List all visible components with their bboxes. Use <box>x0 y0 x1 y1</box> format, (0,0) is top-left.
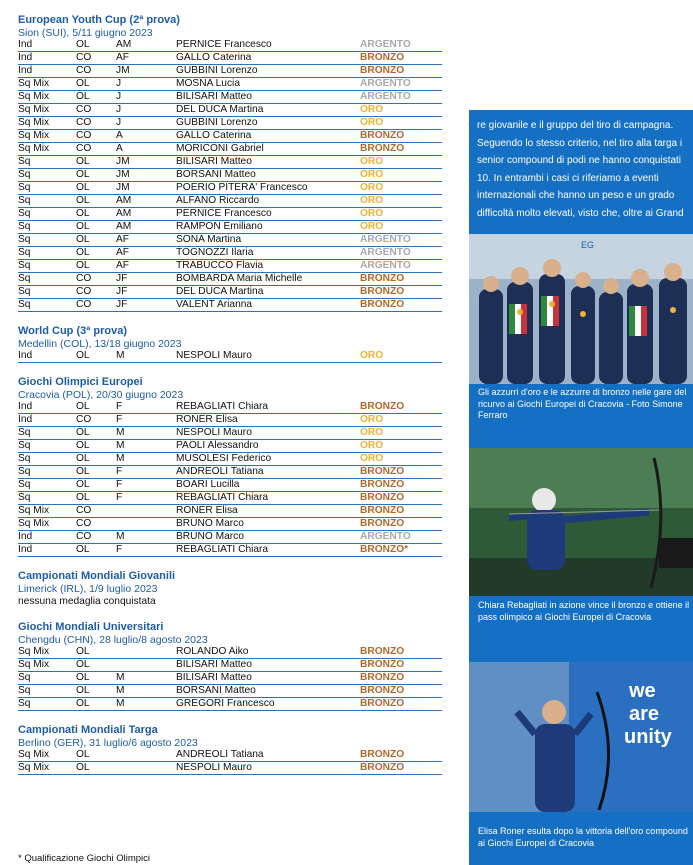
medal-cell: ARGENTO <box>360 260 442 273</box>
table-row <box>18 492 442 505</box>
table-row <box>18 208 442 221</box>
class-cell: JM <box>116 169 176 182</box>
table-row <box>18 78 442 91</box>
event-type-cell: Ind <box>18 401 76 414</box>
event-type-cell: Sq Mix <box>18 762 76 775</box>
event-type-cell: Sq Mix <box>18 143 76 156</box>
division-cell: OL <box>76 156 116 169</box>
table-row <box>18 505 442 518</box>
medal-cell: BRONZO <box>360 273 442 286</box>
class-cell <box>116 749 176 762</box>
event-type-cell: Sq Mix <box>18 130 76 143</box>
competition-location-date: Chengdu (CHN), 28 luglio/8 agosto 2023 <box>18 634 208 646</box>
table-row <box>18 518 442 531</box>
class-cell: M <box>116 427 176 440</box>
event-type-cell: Sq Mix <box>18 91 76 104</box>
competition-location-date: Cracovia (POL), 20/30 giugno 2023 <box>18 389 184 401</box>
table-row <box>18 273 442 286</box>
division-cell: OL <box>76 659 116 672</box>
event-type-cell: Ind <box>18 531 76 544</box>
athlete-name-cell: ANDREOLI Tatiana <box>176 466 360 479</box>
athlete-name-cell: BRUNO Marco <box>176 531 360 544</box>
team-podium-photo <box>469 234 693 384</box>
event-type-cell: Ind <box>18 65 76 78</box>
athlete-name-cell: NESPOLI Mauro <box>176 427 360 440</box>
division-cell: OL <box>76 208 116 221</box>
event-type-cell: Sq Mix <box>18 78 76 91</box>
event-type-cell: Sq <box>18 466 76 479</box>
athlete-name-cell: TRABUCCO Flavia <box>176 260 360 273</box>
division-cell: OL <box>76 672 116 685</box>
event-type-cell: Sq <box>18 273 76 286</box>
medal-cell: ORO <box>360 453 442 466</box>
competition-location-date: Limerick (IRL), 1/9 luglio 2023 <box>18 583 158 595</box>
table-row <box>18 221 442 234</box>
medal-cell: BRONZO <box>360 65 442 78</box>
division-cell: CO <box>76 65 116 78</box>
class-cell: M <box>116 672 176 685</box>
competition-title: World Cup (3ª prova) <box>18 325 127 337</box>
class-cell: M <box>116 350 176 363</box>
class-cell: AF <box>116 247 176 260</box>
division-cell: OL <box>76 260 116 273</box>
medal-cell: BRONZO <box>360 492 442 505</box>
event-type-cell: Sq <box>18 221 76 234</box>
division-cell: OL <box>76 221 116 234</box>
division-cell: OL <box>76 646 116 659</box>
class-cell: F <box>116 414 176 427</box>
footnote: * Qualificazione Giochi Olimpici <box>18 853 150 864</box>
table-row <box>18 544 442 557</box>
table-row <box>18 286 442 299</box>
event-type-cell: Sq Mix <box>18 104 76 117</box>
division-cell: OL <box>76 427 116 440</box>
athlete-name-cell: BILISARI Matteo <box>176 156 360 169</box>
banner-text: unity <box>624 726 672 748</box>
class-cell: F <box>116 544 176 557</box>
division-cell: OL <box>76 169 116 182</box>
table-row <box>18 234 442 247</box>
medal-cell: ARGENTO <box>360 531 442 544</box>
class-cell: J <box>116 91 176 104</box>
division-cell: OL <box>76 39 116 52</box>
division-cell: OL <box>76 544 116 557</box>
event-type-cell: Ind <box>18 544 76 557</box>
medal-table <box>18 39 442 312</box>
athlete-name-cell: REBAGLIATI Chiara <box>176 492 360 505</box>
table-row <box>18 685 442 698</box>
division-cell: OL <box>76 453 116 466</box>
table-row <box>18 39 442 52</box>
medal-table <box>18 401 442 557</box>
event-type-cell: Sq <box>18 156 76 169</box>
division-cell: OL <box>76 401 116 414</box>
photo-caption-2: Chiara Rebagliati in azione vince il bronzo e ottiene il pass olimpico ai Giochi Europei di Cracovia <box>478 600 690 622</box>
table-row <box>18 247 442 260</box>
medal-cell: ORO <box>360 182 442 195</box>
class-cell: JM <box>116 156 176 169</box>
athlete-name-cell: REBAGLIATI Chiara <box>176 544 360 557</box>
table-row <box>18 130 442 143</box>
event-type-cell: Sq <box>18 169 76 182</box>
division-cell: CO <box>76 143 116 156</box>
medal-cell: BRONZO <box>360 659 442 672</box>
event-type-cell: Sq <box>18 260 76 273</box>
medal-cell: ORO <box>360 117 442 130</box>
table-row <box>18 466 442 479</box>
event-type-cell: Ind <box>18 350 76 363</box>
competition-section <box>18 570 442 608</box>
class-cell <box>116 659 176 672</box>
athlete-name-cell: TOGNOZZI Ilaria <box>176 247 360 260</box>
table-row <box>18 659 442 672</box>
class-cell: M <box>116 453 176 466</box>
event-type-cell: Sq Mix <box>18 505 76 518</box>
event-type-cell: Sq <box>18 672 76 685</box>
table-row <box>18 440 442 453</box>
medal-cell: ORO <box>360 427 442 440</box>
division-cell: OL <box>76 234 116 247</box>
event-type-cell: Sq <box>18 685 76 698</box>
event-type-cell: Sq <box>18 479 76 492</box>
medal-table <box>18 646 442 711</box>
division-cell: OL <box>76 91 116 104</box>
competition-section <box>18 376 442 557</box>
medal-cell: BRONZO <box>360 698 442 711</box>
table-row <box>18 672 442 685</box>
table-row <box>18 91 442 104</box>
event-type-cell: Sq <box>18 208 76 221</box>
class-cell: M <box>116 698 176 711</box>
division-cell: CO <box>76 273 116 286</box>
division-cell: CO <box>76 286 116 299</box>
medal-cell: BRONZO <box>360 401 442 414</box>
medal-table <box>18 749 442 775</box>
athlete-name-cell: MOSNA Lucia <box>176 78 360 91</box>
event-type-cell: Sq Mix <box>18 117 76 130</box>
class-cell: AF <box>116 234 176 247</box>
medal-cell: BRONZO <box>360 299 442 312</box>
event-type-cell: Sq <box>18 698 76 711</box>
division-cell: CO <box>76 130 116 143</box>
athlete-name-cell: NESPOLI Mauro <box>176 350 360 363</box>
class-cell: M <box>116 685 176 698</box>
table-row <box>18 531 442 544</box>
medal-cell: BRONZO <box>360 286 442 299</box>
athlete-name-cell: REBAGLIATI Chiara <box>176 401 360 414</box>
event-type-cell: Sq Mix <box>18 659 76 672</box>
table-row <box>18 401 442 414</box>
athlete-name-cell: BILISARI Matteo <box>176 659 360 672</box>
table-row <box>18 749 442 762</box>
class-cell <box>116 646 176 659</box>
medal-cell: ORO <box>360 195 442 208</box>
medal-cell: ARGENTO <box>360 39 442 52</box>
athlete-name-cell: BOMBARDA Maria Michelle <box>176 273 360 286</box>
competition-title: Campionati Mondiali Giovanili <box>18 570 176 582</box>
class-cell <box>116 518 176 531</box>
table-row <box>18 156 442 169</box>
table-row <box>18 350 442 363</box>
banner-text: we <box>629 680 656 702</box>
athlete-name-cell: RAMPON Emiliano <box>176 221 360 234</box>
table-row <box>18 414 442 427</box>
archer-aiming-photo <box>469 448 693 596</box>
medal-cell: ORO <box>360 104 442 117</box>
competition-title: European Youth Cup (2ª prova) <box>18 14 180 26</box>
medal-cell: BRONZO <box>360 52 442 65</box>
division-cell: OL <box>76 78 116 91</box>
division-cell: CO <box>76 104 116 117</box>
event-type-cell: Ind <box>18 39 76 52</box>
athlete-name-cell: BORSANI Matteo <box>176 169 360 182</box>
medal-cell: ORO <box>360 156 442 169</box>
athlete-name-cell: VALENT Arianna <box>176 299 360 312</box>
medal-cell: BRONZO <box>360 762 442 775</box>
no-medal-note: nessuna medaglia conquistata <box>18 596 156 607</box>
event-type-cell: Ind <box>18 414 76 427</box>
medal-cell: BRONZO <box>360 685 442 698</box>
athlete-name-cell: GALLO Caterina <box>176 130 360 143</box>
medal-cell: ARGENTO <box>360 247 442 260</box>
table-row <box>18 260 442 273</box>
class-cell: JF <box>116 299 176 312</box>
table-row <box>18 117 442 130</box>
medal-cell: ORO <box>360 414 442 427</box>
athlete-name-cell: DEL DUCA Martina <box>176 286 360 299</box>
medal-cell: ARGENTO <box>360 78 442 91</box>
competition-section <box>18 724 442 775</box>
athlete-name-cell: BRUNO Marco <box>176 518 360 531</box>
medal-cell: BRONZO <box>360 646 442 659</box>
class-cell: JM <box>116 65 176 78</box>
medal-cell: ARGENTO <box>360 91 442 104</box>
event-type-cell: Sq Mix <box>18 749 76 762</box>
athlete-name-cell: ROLANDO Aiko <box>176 646 360 659</box>
class-cell: F <box>116 466 176 479</box>
athlete-name-cell: PERNICE Francesco <box>176 39 360 52</box>
class-cell: AF <box>116 52 176 65</box>
athlete-name-cell: GALLO Caterina <box>176 52 360 65</box>
division-cell: CO <box>76 505 116 518</box>
division-cell: OL <box>76 350 116 363</box>
class-cell: F <box>116 401 176 414</box>
athlete-name-cell: RONER Elisa <box>176 505 360 518</box>
table-row <box>18 762 442 775</box>
division-cell: OL <box>76 479 116 492</box>
athlete-name-cell: GREGORI Francesco <box>176 698 360 711</box>
athlete-name-cell: MORICONI Gabriel <box>176 143 360 156</box>
division-cell: CO <box>76 531 116 544</box>
division-cell: OL <box>76 749 116 762</box>
table-row <box>18 65 442 78</box>
competition-location-date: Berlino (GER), 31 luglio/6 agosto 2023 <box>18 737 198 749</box>
division-cell: OL <box>76 182 116 195</box>
competition-section <box>18 325 442 363</box>
athlete-name-cell: NESPOLI Mauro <box>176 762 360 775</box>
class-cell: A <box>116 143 176 156</box>
class-cell: F <box>116 492 176 505</box>
division-cell: CO <box>76 414 116 427</box>
event-type-cell: Sq <box>18 299 76 312</box>
athlete-name-cell: RONER Elisa <box>176 414 360 427</box>
medal-cell: BRONZO <box>360 130 442 143</box>
medal-cell: BRONZO <box>360 518 442 531</box>
athlete-name-cell: DEL DUCA Martina <box>176 104 360 117</box>
competition-section <box>18 621 442 711</box>
medal-cell: ORO <box>360 208 442 221</box>
class-cell: F <box>116 479 176 492</box>
athlete-name-cell: ALFANO Riccardo <box>176 195 360 208</box>
division-cell: OL <box>76 466 116 479</box>
table-row <box>18 52 442 65</box>
event-type-cell: Sq <box>18 247 76 260</box>
class-cell <box>116 505 176 518</box>
class-cell: J <box>116 78 176 91</box>
class-cell: JF <box>116 286 176 299</box>
athlete-name-cell: SONA Martina <box>176 234 360 247</box>
event-type-cell: Sq <box>18 182 76 195</box>
table-row <box>18 299 442 312</box>
event-type-cell: Ind <box>18 52 76 65</box>
medals-list <box>18 14 442 788</box>
table-row <box>18 698 442 711</box>
class-cell: J <box>116 117 176 130</box>
event-type-cell: Sq <box>18 492 76 505</box>
athlete-name-cell: POERIO PITERA' Francesco <box>176 182 360 195</box>
medal-cell: BRONZO <box>360 479 442 492</box>
medal-cell: BRONZO* <box>360 544 442 557</box>
division-cell: CO <box>76 52 116 65</box>
class-cell: M <box>116 440 176 453</box>
competition-title: Campionati Mondiali Targa <box>18 724 158 736</box>
class-cell: M <box>116 531 176 544</box>
table-row <box>18 479 442 492</box>
table-row <box>18 169 442 182</box>
table-row <box>18 646 442 659</box>
event-type-cell: Sq <box>18 234 76 247</box>
medal-cell: ARGENTO <box>360 234 442 247</box>
division-cell: OL <box>76 440 116 453</box>
photo-caption-3: Elisa Roner esulta dopo la vittoria dell'oro compound ai Giochi Europei di Cracovia <box>478 826 688 848</box>
division-cell: OL <box>76 685 116 698</box>
medal-cell: ORO <box>360 221 442 234</box>
sidebar-panel <box>469 110 693 865</box>
event-type-cell: Sq Mix <box>18 646 76 659</box>
division-cell: OL <box>76 762 116 775</box>
event-type-cell: Sq <box>18 286 76 299</box>
banner-text: EG <box>581 240 595 250</box>
banner-text: are <box>629 703 660 725</box>
athlete-name-cell: MUSOLESI Federico <box>176 453 360 466</box>
medal-cell: BRONZO <box>360 505 442 518</box>
event-type-cell: Sq Mix <box>18 518 76 531</box>
table-row <box>18 182 442 195</box>
photo-caption-1: Gli azzurri d'oro e le azzurre di bronzo nelle gare del ricurvo ai Giochi Europei di Cracovia - Foto Simone Ferraro <box>478 387 687 420</box>
division-cell: OL <box>76 698 116 711</box>
competition-location-date: Medellin (COL), 13/18 giugno 2023 <box>18 338 182 350</box>
class-cell: A <box>116 130 176 143</box>
medal-cell: BRONZO <box>360 466 442 479</box>
class-cell: JF <box>116 273 176 286</box>
sidebar-intro-text: re giovanile e il gruppo del tiro di campagna. Seguendo lo stesso criterio, nel tiro alla targa i senior compound di podi ne hanno conquistati 10. In entrambi i casi ci riferiamo a eventi internazionali che hanno un peso e un grado difficoltà molto elevati, visto che, oltre ai Grand <box>477 120 684 219</box>
medal-cell: BRONZO <box>360 143 442 156</box>
athlete-name-cell: GUBBINI Lorenzo <box>176 65 360 78</box>
athlete-name-cell: ANDREOLI Tatiana <box>176 749 360 762</box>
division-cell: CO <box>76 518 116 531</box>
class-cell: AF <box>116 260 176 273</box>
athlete-name-cell: BORSANI Matteo <box>176 685 360 698</box>
athlete-name-cell: PAOLI Alessandro <box>176 440 360 453</box>
athlete-name-cell: PERNICE Francesco <box>176 208 360 221</box>
medal-cell: BRONZO <box>360 672 442 685</box>
table-row <box>18 453 442 466</box>
class-cell: AM <box>116 39 176 52</box>
event-type-cell: Sq <box>18 427 76 440</box>
table-row <box>18 195 442 208</box>
table-row <box>18 104 442 117</box>
event-type-cell: Sq <box>18 453 76 466</box>
athlete-name-cell: BILISARI Matteo <box>176 672 360 685</box>
medal-table <box>18 350 442 363</box>
table-row <box>18 427 442 440</box>
class-cell: AM <box>116 195 176 208</box>
athlete-name-cell: GUBBINI Lorenzo <box>176 117 360 130</box>
medal-cell: ORO <box>360 169 442 182</box>
division-cell: OL <box>76 247 116 260</box>
medal-cell: ORO <box>360 350 442 363</box>
division-cell: CO <box>76 117 116 130</box>
class-cell: AM <box>116 208 176 221</box>
competition-section <box>18 14 442 312</box>
class-cell: J <box>116 104 176 117</box>
athlete-name-cell: BOARI Lucilla <box>176 479 360 492</box>
competition-title: Giochi Olimpici Europei <box>18 376 143 388</box>
class-cell: JM <box>116 182 176 195</box>
class-cell: AM <box>116 221 176 234</box>
medal-cell: ORO <box>360 440 442 453</box>
division-cell: OL <box>76 492 116 505</box>
event-type-cell: Sq <box>18 440 76 453</box>
division-cell: OL <box>76 195 116 208</box>
class-cell <box>116 762 176 775</box>
celebrating-archer-photo <box>469 662 693 812</box>
athlete-name-cell: BILISARI Matteo <box>176 91 360 104</box>
competition-title: Giochi Mondiali Universitari <box>18 621 164 633</box>
competition-location-date: Sion (SUI), 5/11 giugno 2023 <box>18 27 153 39</box>
medal-cell: BRONZO <box>360 749 442 762</box>
table-row <box>18 143 442 156</box>
division-cell: CO <box>76 299 116 312</box>
event-type-cell: Sq <box>18 195 76 208</box>
